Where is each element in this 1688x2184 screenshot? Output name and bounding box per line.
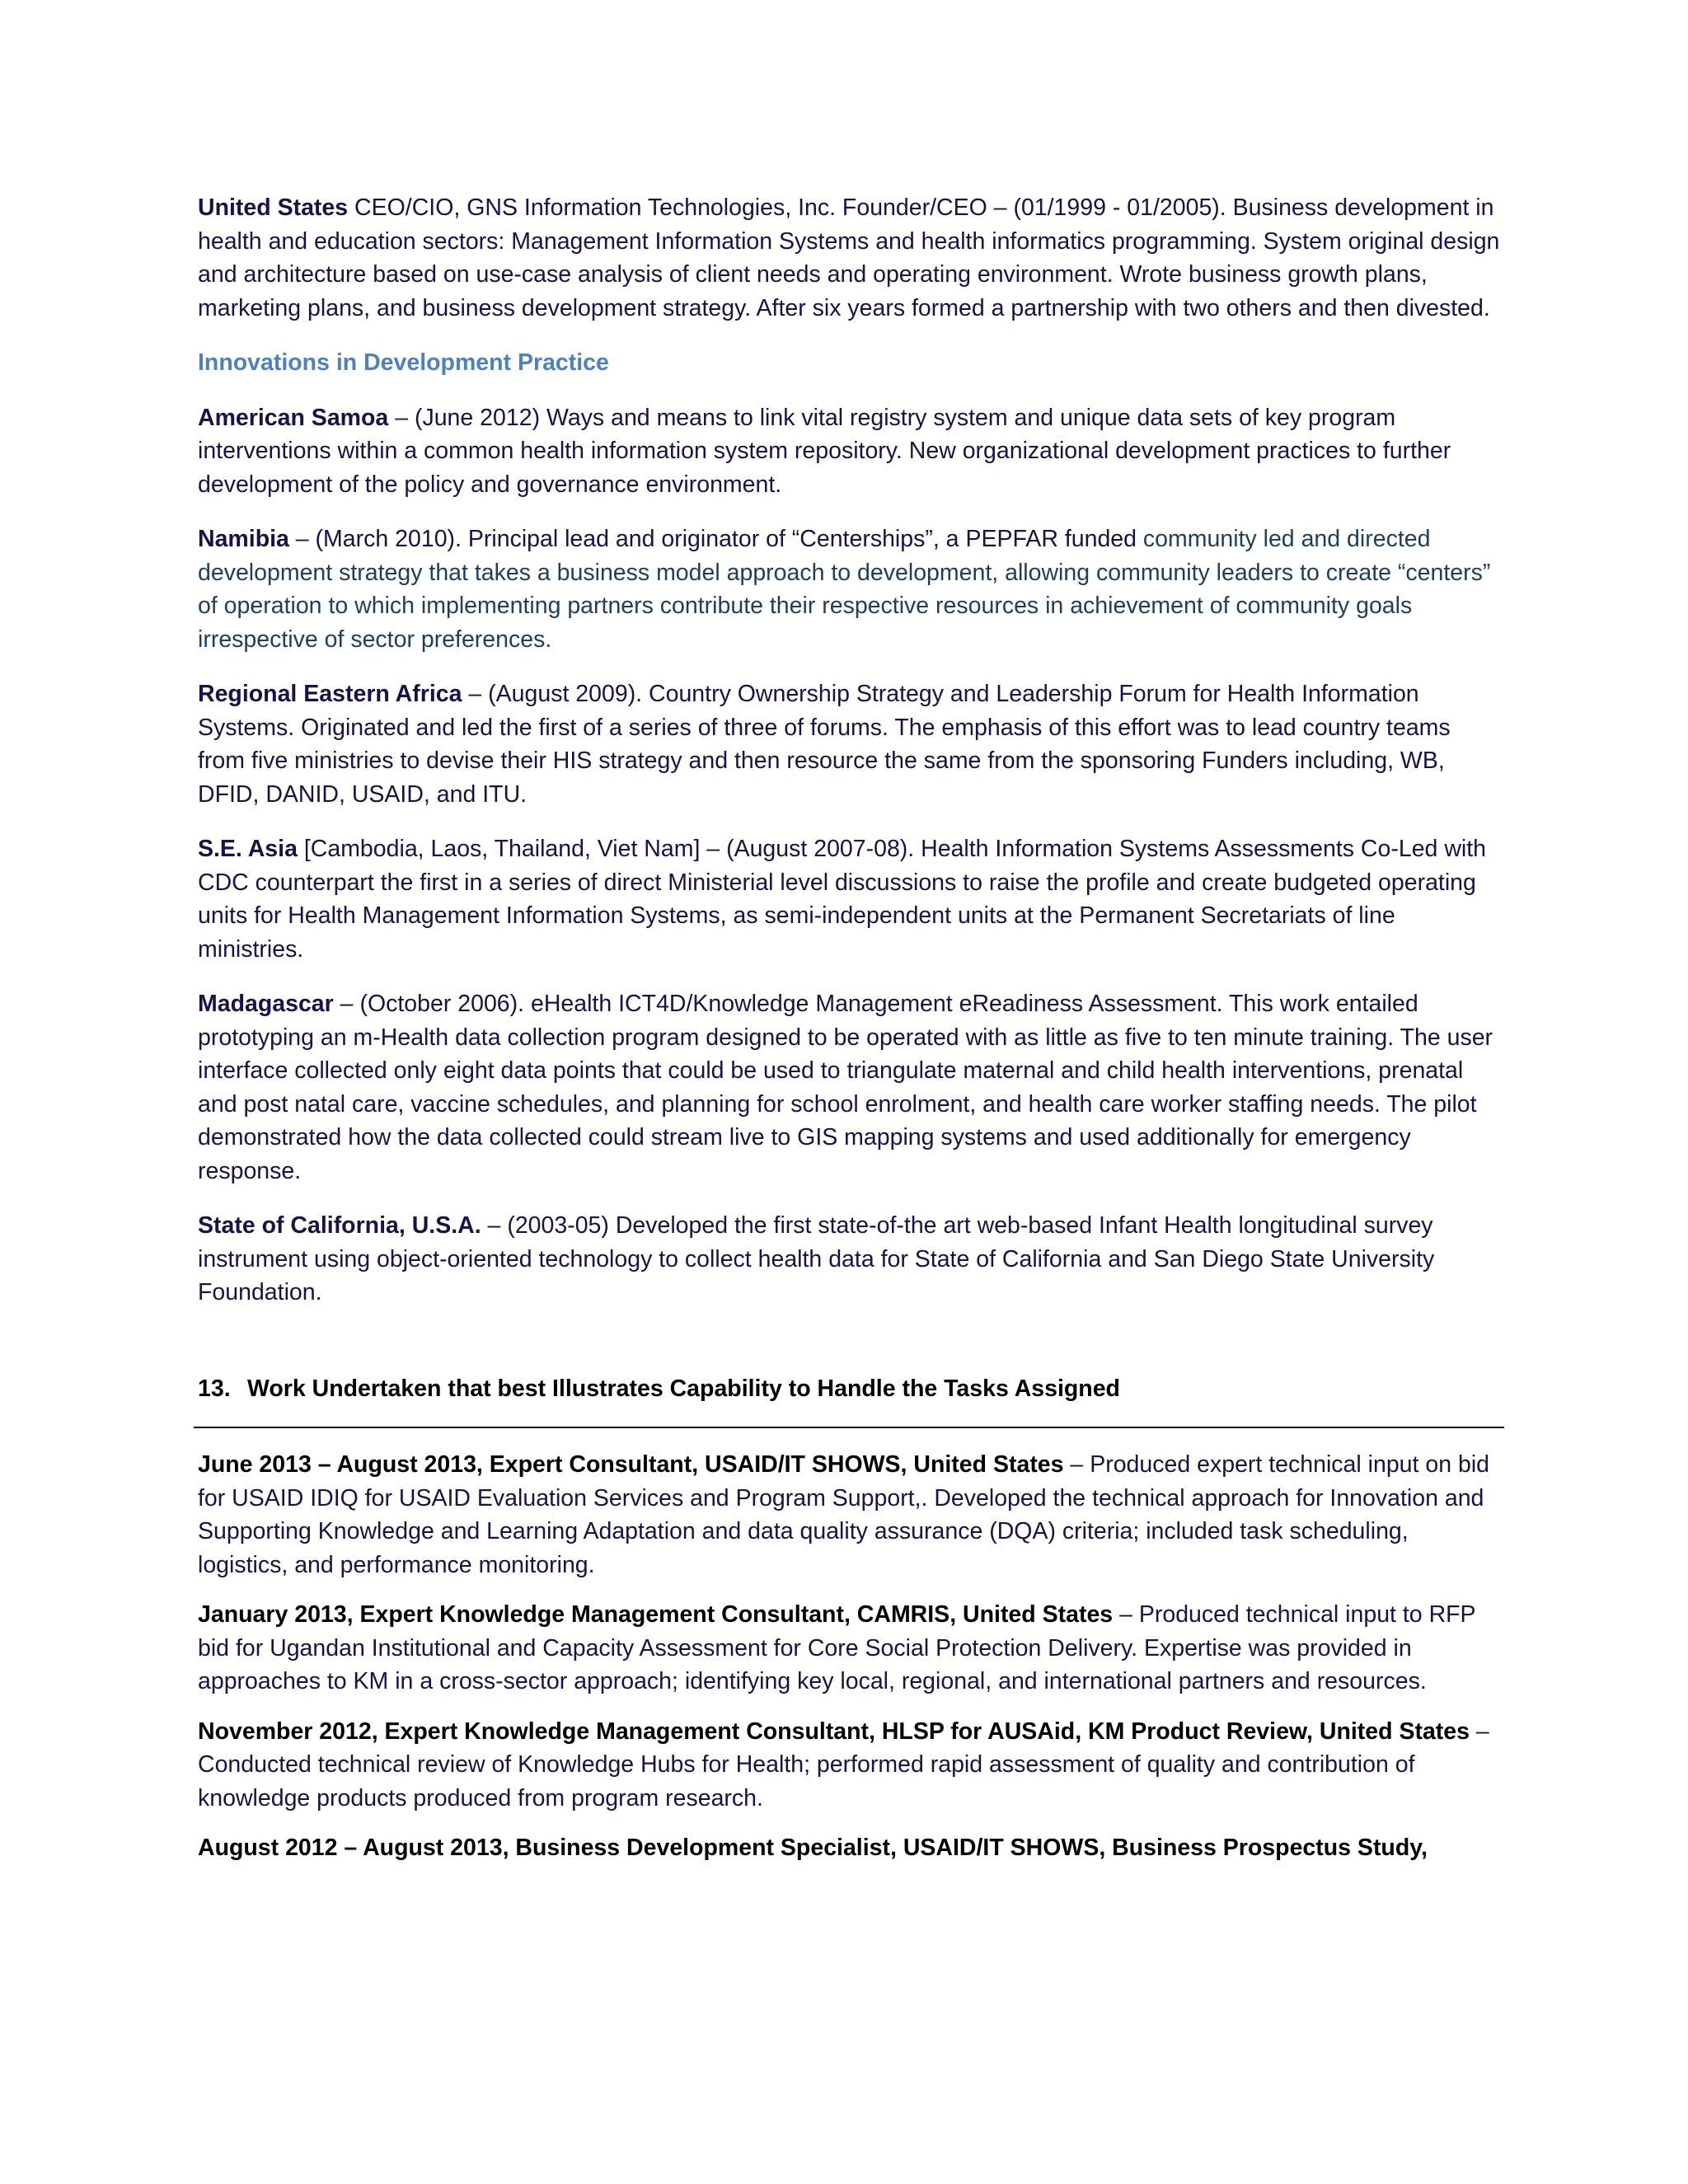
section-heading: Work Undertaken that best Illustrates Capability to Handle the Tasks Assigned xyxy=(247,1375,1120,1402)
paragraph-se-asia xyxy=(198,832,1500,966)
paragraph-lead: United States xyxy=(198,194,349,221)
paragraph-body: – (August 2009). Country Ownership Strategy and Leadership Forum for Health Information Systems. Originated and led the first of a series of three of forums. The emphasis of this effort was to lead country teams from five ministries to devise their HIS strategy and then resource the same from the sponsoring Funders including, WB, DFID, DANID, USAID, and ITU. xyxy=(198,681,1451,808)
innovations-heading: Innovations in Development Practice xyxy=(198,349,609,376)
paragraph-body: CEO/CIO, GNS Information Technologies, Inc. Founder/CEO – (01/1999 - 01/2005). Business development in health and education sectors: Management Information Systems and health informatics programming. System original design and architecture based on use-case analysis of client needs and operating environment. Wrote business growth plans, marketing plans, and business development strategy. After six years formed a partnership with two others and then divested. xyxy=(198,194,1500,321)
paragraph-regional-eastern-africa xyxy=(198,677,1500,811)
paragraph-body: – (March 2010). Principal lead and originator of “Centerships”, a PEPFAR funded xyxy=(288,526,1143,552)
work-entry-body: – Conducted technical review of Knowledge Hubs for Health; performed rapid assessment of quality and contribution of knowledge products produced from program research. xyxy=(198,1718,1489,1811)
document-page xyxy=(198,191,1500,1882)
paragraph-body: – (October 2006). eHealth ICT4D/Knowledge Management eReadiness Assessment. This work entailed prototyping an m-Health data collection program designed to be operated with as little as five to ten minute training. The user interface collected only eight data points that could be used to triangulate maternal and child health interventions, prenatal and post natal care, vaccine schedules, and planning for school enrolment, and health care worker staffing needs. The pilot demonstrated how the data collected could stream live to GIS mapping systems and used additionally for emergency response. xyxy=(198,991,1493,1184)
work-entry xyxy=(198,1715,1500,1816)
paragraph-lead: Namibia xyxy=(198,526,289,552)
section-divider xyxy=(194,1427,1504,1428)
paragraph-lead: American Samoa xyxy=(198,404,389,431)
work-entry-lead: November 2012, Expert Knowledge Management Consultant, HLSP for AUSAid, KM Product Review, United States xyxy=(198,1718,1470,1745)
paragraph-lead: Regional Eastern Africa xyxy=(198,681,462,707)
work-entry-lead: January 2013, Expert Knowledge Management Consultant, CAMRIS, United States xyxy=(198,1601,1114,1628)
work-entry xyxy=(198,1598,1500,1699)
section-13-title xyxy=(198,1372,1500,1406)
paragraph-lead: State of California, U.S.A. xyxy=(198,1212,481,1239)
paragraph-body: – (June 2012) Ways and means to link vital registry system and unique data sets of key program interventions within a common health information system repository. New organizational development practices to further development of the policy and governance environment. xyxy=(198,404,1451,498)
paragraph-lead: Madagascar xyxy=(198,991,334,1017)
work-entry-body: – Produced expert technical input on bid for USAID IDIQ for USAID Evaluation Services and Program Support,. Developed the technical approach for Innovation and Supporting Knowledge and Learning Adaptation and data quality assurance (DQA) criteria; included task scheduling, logistics, and performance monitoring. xyxy=(198,1451,1490,1578)
work-entry xyxy=(198,1831,1500,1865)
paragraph-body-highlight: community led and directed development strategy that takes a business model approach to development, allowing community leaders to create “centers” of operation to which implementing partners contribute their respective resources in achievement of community goals irrespective of sector preferences. xyxy=(198,526,1491,653)
paragraph-lead: S.E. Asia xyxy=(198,836,298,862)
paragraph-madagascar xyxy=(198,987,1500,1188)
paragraph-namibia xyxy=(198,523,1500,656)
section-number: 13. xyxy=(198,1375,231,1402)
paragraph-body: [Cambodia, Laos, Thailand, Viet Nam] – (August 2007-08). Health Information Systems Assessments Co-Led with CDC counterpart the first in a series of direct Ministerial level discussions to raise the profile and create budgeted operating units for Health Management Information Systems, as semi-independent units at the Permanent Secretariats of line ministries. xyxy=(198,836,1486,963)
paragraph-body: – (2003-05) Developed the first state-of-the art web-based Infant Health longitudinal survey instrument using object-oriented technology to collect health data for State of California and San Diego State University Foundation. xyxy=(198,1212,1435,1305)
work-entry xyxy=(198,1448,1500,1582)
paragraph-united-states xyxy=(198,191,1500,325)
work-entry-lead: June 2013 – August 2013, Expert Consultant, USAID/IT SHOWS, United States xyxy=(198,1451,1064,1478)
work-entry-body: – Produced technical input to RFP bid for Ugandan Institutional and Capacity Assessment for Core Social Protection Delivery. Expertise was provided in approaches to KM in a cross-sector approach; identifying key local, regional, and international partners and resources. xyxy=(198,1601,1476,1694)
paragraph-state-of-california xyxy=(198,1209,1500,1310)
paragraph-american-samoa xyxy=(198,401,1500,502)
work-entry-lead: August 2012 – August 2013, Business Development Specialist, USAID/IT SHOWS, Business Prospectus Study, xyxy=(198,1835,1428,1861)
